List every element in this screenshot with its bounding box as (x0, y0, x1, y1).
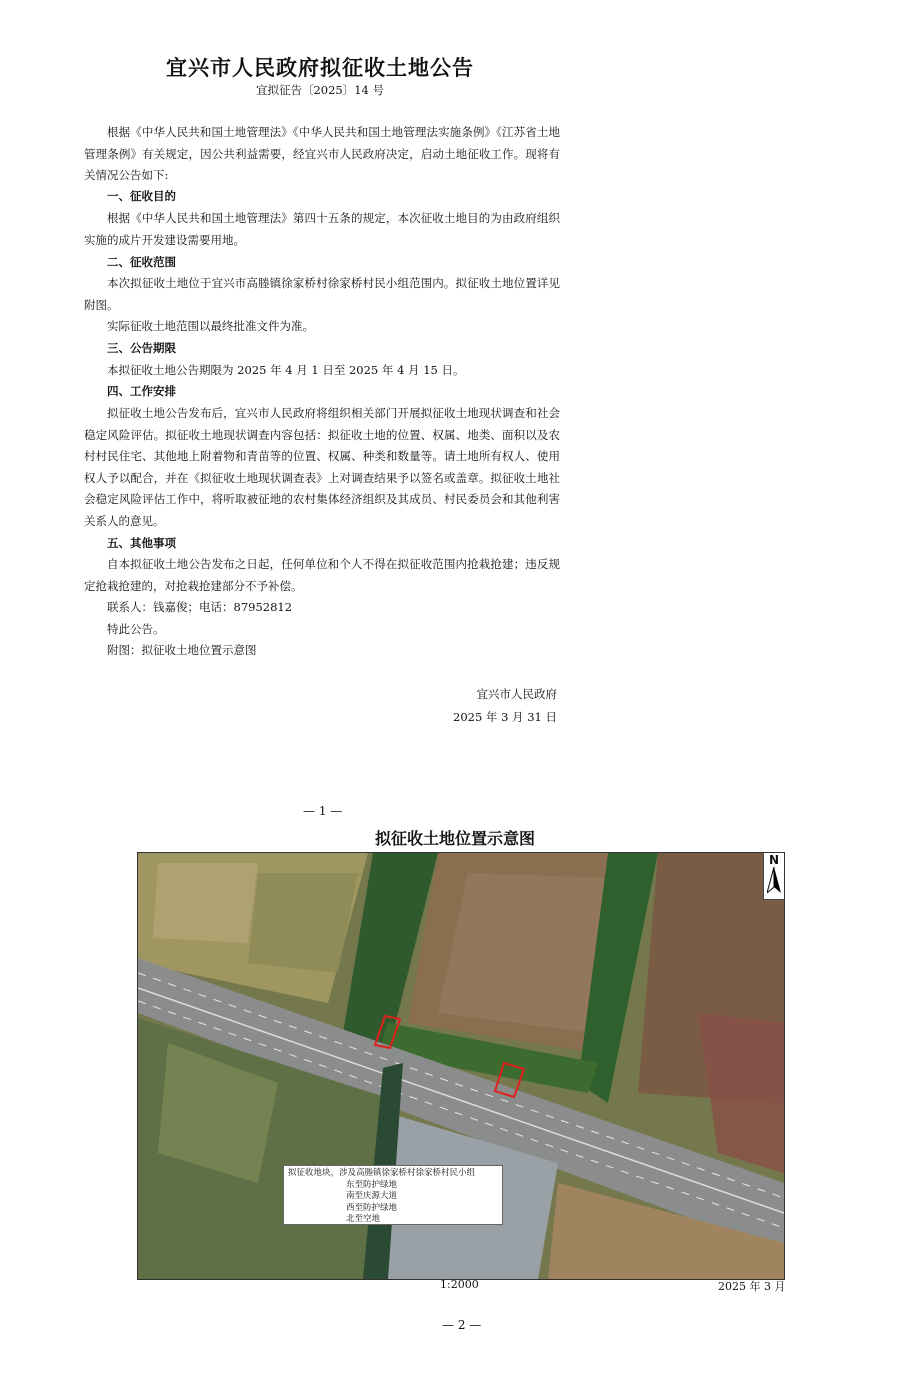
location-map (137, 852, 785, 1280)
map-legend (283, 1165, 503, 1225)
legend-line: 东至防护绿地 (346, 1179, 398, 1190)
north-label: N (768, 853, 780, 867)
section-heading-purpose: 一、征收目的 (107, 189, 176, 203)
section-heading-arrangement: 四、工作安排 (107, 384, 176, 398)
section-arrangement-text: 拟征收土地公告发布后，宜兴市人民政府将组织相关部门开展拟征收土地现状调查和社会稳定风险评估。拟征收土地现状调查内容包括：拟征收土地的位置、权属、地类、面积以及农村村民住宅、其他地上附着物和青苗等的位置、权属、种类和数量等。请土地所有权人、使用权人予以配合，并在《拟征收土地现状调查表》上对调查结果予以签名或盖章。拟征收土地社会稳定风险评估工作中，将听取被征地的农村集体经济组织及其成员、村民委员会和其他利害关系人的意见。 (84, 406, 560, 528)
legend-line: 北至空地 (346, 1214, 381, 1224)
north-arrow-icon (767, 867, 781, 893)
page-number-1: — 1 — (303, 804, 343, 818)
section-other-text: 自本拟征收土地公告发布之日起，任何单位和个人不得在拟征收范围内抢栽抢建；违反规定抢栽抢建的，对抢栽抢建部分不予补偿。 (84, 557, 560, 593)
notice-title: 宜兴市人民政府拟征收土地公告 (166, 55, 474, 80)
legend-line: 南至庆源大道 (346, 1191, 398, 1201)
section-heading-other: 五、其他事项 (107, 536, 176, 550)
section-scope-text: 本次拟征收土地位于宜兴市高塍镇徐家桥村徐家桥村民小组范围内。拟征收土地位置详见附图。 (84, 276, 560, 312)
legend-line: 西至防护绿地 (346, 1202, 398, 1213)
section-scope-note: 实际征收土地范围以最终批准文件为准。 (107, 319, 314, 333)
signer: 宜兴市人民政府 (476, 687, 557, 701)
document-number: 宜拟征告〔2025〕14 号 (255, 83, 385, 97)
attachment-line: 附图：拟征收土地位置示意图 (107, 643, 257, 657)
page-number-2: — 2 — (442, 1318, 482, 1332)
map-title: 拟征收土地位置示意图 (374, 829, 535, 848)
section-period-text: 本拟征收土地公告期限为 2025 年 4 月 1 日至 2025 年 4 月 15 日。 (107, 363, 465, 377)
section-purpose-text: 根据《中华人民共和国土地管理法》第四十五条的规定，本次征收土地目的为由政府组织实施的成片开发建设需要用地。 (84, 211, 560, 247)
contact-line: 联系人：钱嘉俊；电话：87952812 (107, 600, 293, 614)
north-arrow (763, 853, 784, 900)
map-scale: 1:2000 (440, 1278, 479, 1291)
legend-line: 拟征收地块，涉及高塍镇徐家桥村徐家桥村民小组 (288, 1168, 476, 1178)
intro-paragraph: 根据《中华人民共和国土地管理法》《中华人民共和国土地管理法实施条例》《江苏省土地管理条例》有关规定，因公共利益需要，经宜兴市人民政府决定，启动土地征收工作。现将有关情况公告如下: (84, 125, 560, 183)
section-heading-period: 三、公告期限 (107, 341, 176, 355)
sign-date: 2025 年 3 月 31 日 (453, 710, 557, 724)
closing-line: 特此公告。 (107, 622, 165, 636)
map-date: 2025 年 3 月 (718, 1280, 786, 1293)
section-heading-scope: 二、征收范围 (107, 255, 176, 269)
